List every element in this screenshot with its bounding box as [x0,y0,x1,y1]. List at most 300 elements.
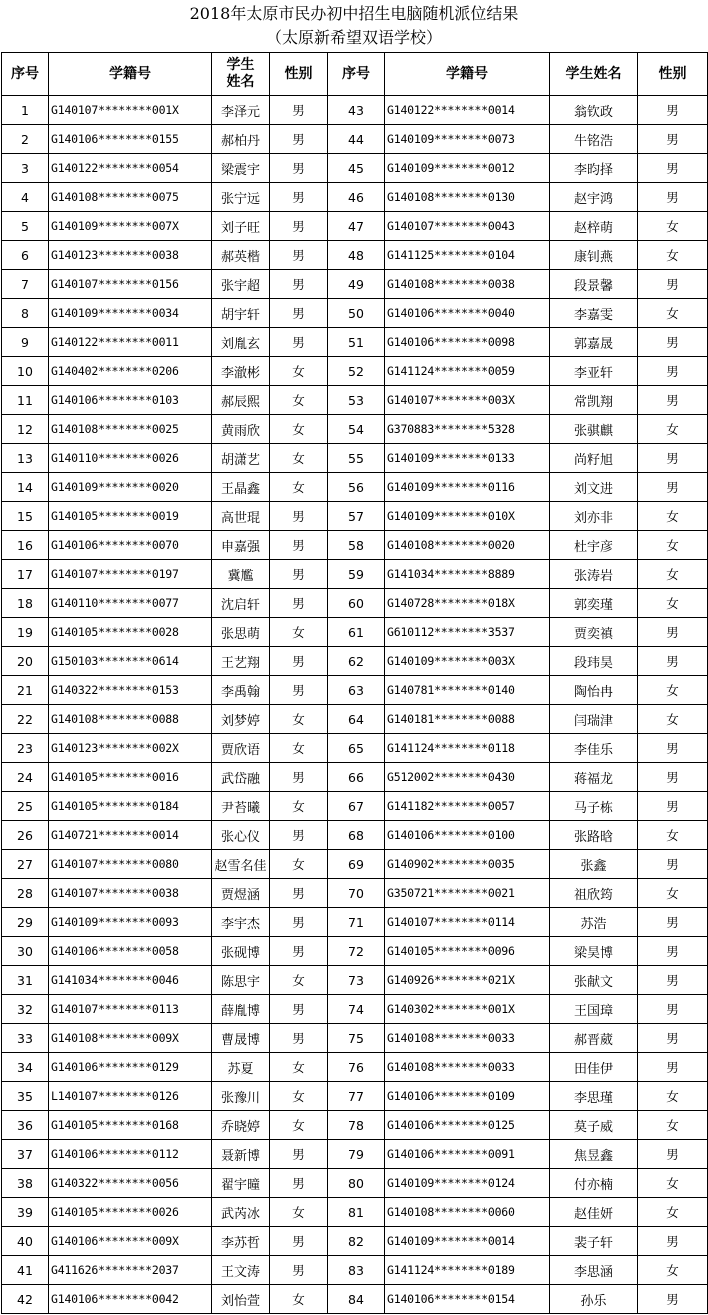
cell-id: G140106********009X [49,1227,212,1256]
cell-sex: 男 [638,1285,708,1314]
cell-no: 59 [328,560,385,589]
cell-id: G140107********0113 [49,995,212,1024]
cell-id: G140108********0033 [385,1024,550,1053]
cell-id: G140108********0038 [385,270,550,299]
cell-id: G140322********0056 [49,1169,212,1198]
table-row [2,995,708,1024]
cell-name: 张心仪 [212,821,270,850]
cell-sex: 女 [638,1256,708,1285]
cell-id: G140105********0019 [49,502,212,531]
cell-name: 闫瑞津 [550,705,638,734]
table-row [2,241,708,270]
cell-name: 刘亦非 [550,502,638,531]
cell-id: G140107********001X [49,96,212,125]
cell-sex: 女 [638,589,708,618]
cell-no: 22 [2,705,49,734]
cell-name: 李思瑾 [550,1082,638,1111]
cell-no: 46 [328,183,385,212]
table-row [2,415,708,444]
cell-sex: 男 [638,1024,708,1053]
cell-no: 83 [328,1256,385,1285]
cell-name: 贾欣语 [212,734,270,763]
cell-sex: 男 [638,647,708,676]
table-row [2,183,708,212]
cell-no: 62 [328,647,385,676]
cell-no: 56 [328,473,385,502]
cell-name: 祖欣筠 [550,879,638,908]
cell-id: G140105********0184 [49,792,212,821]
cell-sex: 男 [270,502,328,531]
cell-sex: 女 [638,299,708,328]
document-subtitle: （太原新希望双语学校） [265,28,442,47]
cell-name: 冀尷 [212,560,270,589]
cell-id: G140106********0098 [385,328,550,357]
cell-name: 郝辰熙 [212,386,270,415]
table-row [2,1169,708,1198]
cell-name: 李亚轩 [550,357,638,386]
table-row [2,821,708,850]
cell-name: 黄雨欣 [212,415,270,444]
cell-name: 李澈彬 [212,357,270,386]
cell-no: 23 [2,734,49,763]
cell-sex: 男 [270,241,328,270]
table-row [2,560,708,589]
cell-sex: 男 [270,125,328,154]
cell-sex: 男 [270,183,328,212]
cell-name: 武芮冰 [212,1198,270,1227]
cell-sex: 男 [270,1256,328,1285]
cell-no: 50 [328,299,385,328]
cell-no: 66 [328,763,385,792]
cell-sex: 女 [638,241,708,270]
table-row [2,589,708,618]
cell-sex: 女 [638,821,708,850]
cell-id: G140106********0125 [385,1111,550,1140]
cell-name: 郝晋葳 [550,1024,638,1053]
cell-id: G140302********001X [385,995,550,1024]
cell-no: 78 [328,1111,385,1140]
cell-no: 7 [2,270,49,299]
cell-sex: 女 [638,1198,708,1227]
cell-no: 70 [328,879,385,908]
cell-no: 8 [2,299,49,328]
table-row [2,734,708,763]
cell-sex: 男 [638,763,708,792]
cell-no: 71 [328,908,385,937]
cell-no: 77 [328,1082,385,1111]
cell-name: 康钊燕 [550,241,638,270]
cell-sex: 女 [270,1053,328,1082]
cell-sex: 女 [638,212,708,241]
table-row [2,1256,708,1285]
header-sex: 性别 [638,53,708,96]
cell-id: G140402********0206 [49,357,212,386]
cell-id: G140108********0020 [385,531,550,560]
cell-name: 郝英楷 [212,241,270,270]
cell-id: G141034********8889 [385,560,550,589]
cell-id: G140105********0096 [385,937,550,966]
table-row [2,908,708,937]
cell-name: 赵宇鸿 [550,183,638,212]
cell-no: 29 [2,908,49,937]
cell-no: 69 [328,850,385,879]
cell-sex: 男 [638,328,708,357]
cell-id: G140106********0040 [385,299,550,328]
cell-name: 李泽元 [212,96,270,125]
cell-no: 60 [328,589,385,618]
cell-name: 张宁远 [212,183,270,212]
cell-name: 赵佳妍 [550,1198,638,1227]
table-row [2,328,708,357]
table-row [2,850,708,879]
cell-id: G140109********0020 [49,473,212,502]
table-row [2,792,708,821]
cell-id: G140721********0014 [49,821,212,850]
cell-name: 段景馨 [550,270,638,299]
cell-no: 26 [2,821,49,850]
cell-name: 李昀择 [550,154,638,183]
cell-id: G140108********009X [49,1024,212,1053]
cell-no: 21 [2,676,49,705]
cell-sex: 男 [638,473,708,502]
cell-id: G140108********0060 [385,1198,550,1227]
cell-no: 81 [328,1198,385,1227]
cell-no: 55 [328,444,385,473]
cell-name: 李思涵 [550,1256,638,1285]
cell-name: 申嘉强 [212,531,270,560]
cell-no: 38 [2,1169,49,1198]
cell-id: G140122********0011 [49,328,212,357]
cell-sex: 女 [638,1169,708,1198]
header-name: 学生 姓名 [212,53,270,96]
cell-name: 聂新博 [212,1140,270,1169]
cell-id: G140781********0140 [385,676,550,705]
cell-name: 段玮昊 [550,647,638,676]
header-id: 学籍号 [385,53,550,96]
cell-id: G140107********0038 [49,879,212,908]
table-row [2,444,708,473]
cell-sex: 男 [638,1053,708,1082]
cell-sex: 女 [270,850,328,879]
cell-id: G141124********0059 [385,357,550,386]
cell-name: 焦昱鑫 [550,1140,638,1169]
cell-no: 72 [328,937,385,966]
cell-sex: 女 [270,1082,328,1111]
cell-sex: 男 [270,937,328,966]
cell-name: 翟宇曈 [212,1169,270,1198]
cell-sex: 男 [638,125,708,154]
cell-no: 34 [2,1053,49,1082]
cell-id: G140106********0129 [49,1053,212,1082]
cell-name: 刘梦婷 [212,705,270,734]
cell-no: 18 [2,589,49,618]
cell-name: 常凯翔 [550,386,638,415]
cell-sex: 女 [270,1285,328,1314]
cell-name: 刘胤玄 [212,328,270,357]
cell-no: 6 [2,241,49,270]
cell-sex: 女 [270,473,328,502]
cell-name: 王文涛 [212,1256,270,1285]
cell-name: 张涛岩 [550,560,638,589]
cell-id: G140109********007X [49,212,212,241]
cell-sex: 男 [270,1169,328,1198]
cell-id: G140106********0042 [49,1285,212,1314]
cell-no: 39 [2,1198,49,1227]
cell-id: G140107********0156 [49,270,212,299]
cell-no: 76 [328,1053,385,1082]
cell-sex: 男 [638,96,708,125]
cell-id: G140106********0103 [49,386,212,415]
table-row [2,1111,708,1140]
cell-name: 田佳伊 [550,1053,638,1082]
cell-id: G140107********0197 [49,560,212,589]
cell-id: G140105********0016 [49,763,212,792]
cell-id: G140106********0155 [49,125,212,154]
table-row [2,705,708,734]
cell-name: 赵梓萌 [550,212,638,241]
cell-sex: 男 [270,270,328,299]
cell-id: G140322********0153 [49,676,212,705]
cell-id: G140106********0100 [385,821,550,850]
cell-no: 4 [2,183,49,212]
cell-no: 43 [328,96,385,125]
cell-name: 孙乐 [550,1285,638,1314]
cell-sex: 女 [270,618,328,647]
cell-id: G350721********0021 [385,879,550,908]
table-row [2,1227,708,1256]
cell-id: G140107********0114 [385,908,550,937]
cell-name: 杜宇彦 [550,531,638,560]
cell-sex: 女 [270,1111,328,1140]
cell-sex: 男 [638,618,708,647]
cell-id: G370883********5328 [385,415,550,444]
cell-no: 27 [2,850,49,879]
cell-id: G140728********018X [385,589,550,618]
cell-sex: 男 [270,763,328,792]
cell-sex: 男 [638,357,708,386]
cell-name: 梁震宇 [212,154,270,183]
cell-no: 24 [2,763,49,792]
cell-no: 3 [2,154,49,183]
cell-sex: 男 [270,328,328,357]
document-title: 2018年太原市民办初中招生电脑随机派位结果 [189,4,519,23]
cell-no: 1 [2,96,49,125]
cell-id: G140108********0025 [49,415,212,444]
cell-no: 41 [2,1256,49,1285]
cell-id: G140108********0130 [385,183,550,212]
cell-sex: 男 [270,299,328,328]
cell-name: 薛胤博 [212,995,270,1024]
cell-no: 12 [2,415,49,444]
table-row [2,1053,708,1082]
table-row [2,531,708,560]
cell-name: 王艺翔 [212,647,270,676]
cell-no: 33 [2,1024,49,1053]
cell-no: 48 [328,241,385,270]
table-row [2,473,708,502]
cell-no: 80 [328,1169,385,1198]
cell-no: 35 [2,1082,49,1111]
cell-id: G610112********3537 [385,618,550,647]
cell-no: 79 [328,1140,385,1169]
cell-no: 28 [2,879,49,908]
cell-sex: 女 [270,444,328,473]
table-row [2,879,708,908]
cell-sex: 男 [270,879,328,908]
cell-id: G140122********0014 [385,96,550,125]
cell-no: 9 [2,328,49,357]
cell-name: 苏浩 [550,908,638,937]
cell-no: 57 [328,502,385,531]
cell-no: 75 [328,1024,385,1053]
table-row [2,937,708,966]
cell-sex: 男 [638,154,708,183]
cell-sex: 女 [270,705,328,734]
cell-name: 张思萌 [212,618,270,647]
cell-id: G140105********0026 [49,1198,212,1227]
cell-name: 尹苔曦 [212,792,270,821]
cell-name: 李佳乐 [550,734,638,763]
cell-name: 翁钦政 [550,96,638,125]
cell-sex: 男 [270,1227,328,1256]
cell-no: 44 [328,125,385,154]
cell-name: 王国璋 [550,995,638,1024]
cell-name: 李嘉雯 [550,299,638,328]
cell-sex: 男 [638,966,708,995]
cell-id: G140106********0058 [49,937,212,966]
cell-name: 张砚博 [212,937,270,966]
cell-name: 刘子旺 [212,212,270,241]
table-row [2,125,708,154]
cell-no: 73 [328,966,385,995]
cell-sex: 女 [638,560,708,589]
cell-id: G140902********0035 [385,850,550,879]
cell-no: 47 [328,212,385,241]
cell-id: G141124********0118 [385,734,550,763]
cell-sex: 男 [270,589,328,618]
cell-name: 胡潇艺 [212,444,270,473]
cell-name: 王晶鑫 [212,473,270,502]
cell-name: 赵雪名佳 [212,850,270,879]
cell-no: 11 [2,386,49,415]
table-row [2,1285,708,1314]
cell-name: 蒋福龙 [550,763,638,792]
cell-id: G140109********0012 [385,154,550,183]
cell-id: G140122********0054 [49,154,212,183]
cell-sex: 女 [638,879,708,908]
cell-no: 37 [2,1140,49,1169]
cell-id: G140108********0075 [49,183,212,212]
table-row [2,1140,708,1169]
cell-sex: 女 [270,357,328,386]
cell-name: 乔晓婷 [212,1111,270,1140]
cell-id: G140109********0073 [385,125,550,154]
cell-id: G140106********0154 [385,1285,550,1314]
cell-sex: 女 [638,531,708,560]
cell-id: G140109********0014 [385,1227,550,1256]
cell-name: 李宇杰 [212,908,270,937]
cell-id: G140106********0112 [49,1140,212,1169]
cell-no: 32 [2,995,49,1024]
cell-sex: 男 [270,647,328,676]
cell-name: 刘怡萱 [212,1285,270,1314]
cell-no: 65 [328,734,385,763]
cell-id: G140109********010X [385,502,550,531]
cell-name: 张骐麒 [550,415,638,444]
table-row [2,96,708,125]
cell-id: G140109********0093 [49,908,212,937]
cell-sex: 女 [270,386,328,415]
cell-id: G140109********0133 [385,444,550,473]
cell-sex: 男 [270,908,328,937]
cell-no: 20 [2,647,49,676]
cell-no: 15 [2,502,49,531]
cell-id: G140109********003X [385,647,550,676]
cell-sex: 男 [270,676,328,705]
table-row [2,154,708,183]
cell-id: G140106********0109 [385,1082,550,1111]
header-name: 学生姓名 [550,53,638,96]
cell-name: 张宇超 [212,270,270,299]
cell-no: 14 [2,473,49,502]
table-row [2,299,708,328]
cell-no: 13 [2,444,49,473]
table-row [2,1198,708,1227]
cell-name: 裴子轩 [550,1227,638,1256]
cell-no: 49 [328,270,385,299]
cell-sex: 男 [270,154,328,183]
header-id: 学籍号 [49,53,212,96]
cell-sex: 男 [270,531,328,560]
cell-no: 19 [2,618,49,647]
cell-name: 陶怡冉 [550,676,638,705]
table-row [2,966,708,995]
cell-id: G140107********003X [385,386,550,415]
cell-id: G140109********0116 [385,473,550,502]
cell-no: 58 [328,531,385,560]
cell-id: G140181********0088 [385,705,550,734]
cell-sex: 男 [638,444,708,473]
cell-no: 52 [328,357,385,386]
table-row [2,270,708,299]
cell-id: G140123********0038 [49,241,212,270]
cell-no: 5 [2,212,49,241]
cell-id: G140107********0080 [49,850,212,879]
cell-name: 郭嘉晟 [550,328,638,357]
cell-sex: 女 [270,415,328,444]
cell-id: G140926********021X [385,966,550,995]
cell-sex: 男 [638,995,708,1024]
cell-id: G141124********0189 [385,1256,550,1285]
cell-no: 45 [328,154,385,183]
cell-name: 马子栋 [550,792,638,821]
cell-name: 付亦楠 [550,1169,638,1198]
cell-no: 82 [328,1227,385,1256]
header-row [2,53,708,96]
cell-sex: 男 [270,1140,328,1169]
cell-id: G140105********0168 [49,1111,212,1140]
cell-no: 42 [2,1285,49,1314]
cell-id: G141034********0046 [49,966,212,995]
cell-sex: 男 [270,1024,328,1053]
cell-sex: 男 [270,821,328,850]
cell-no: 51 [328,328,385,357]
cell-name: 贾奕禛 [550,618,638,647]
cell-no: 84 [328,1285,385,1314]
cell-id: G140106********0091 [385,1140,550,1169]
cell-id: G512002********0430 [385,763,550,792]
cell-name: 李苏哲 [212,1227,270,1256]
